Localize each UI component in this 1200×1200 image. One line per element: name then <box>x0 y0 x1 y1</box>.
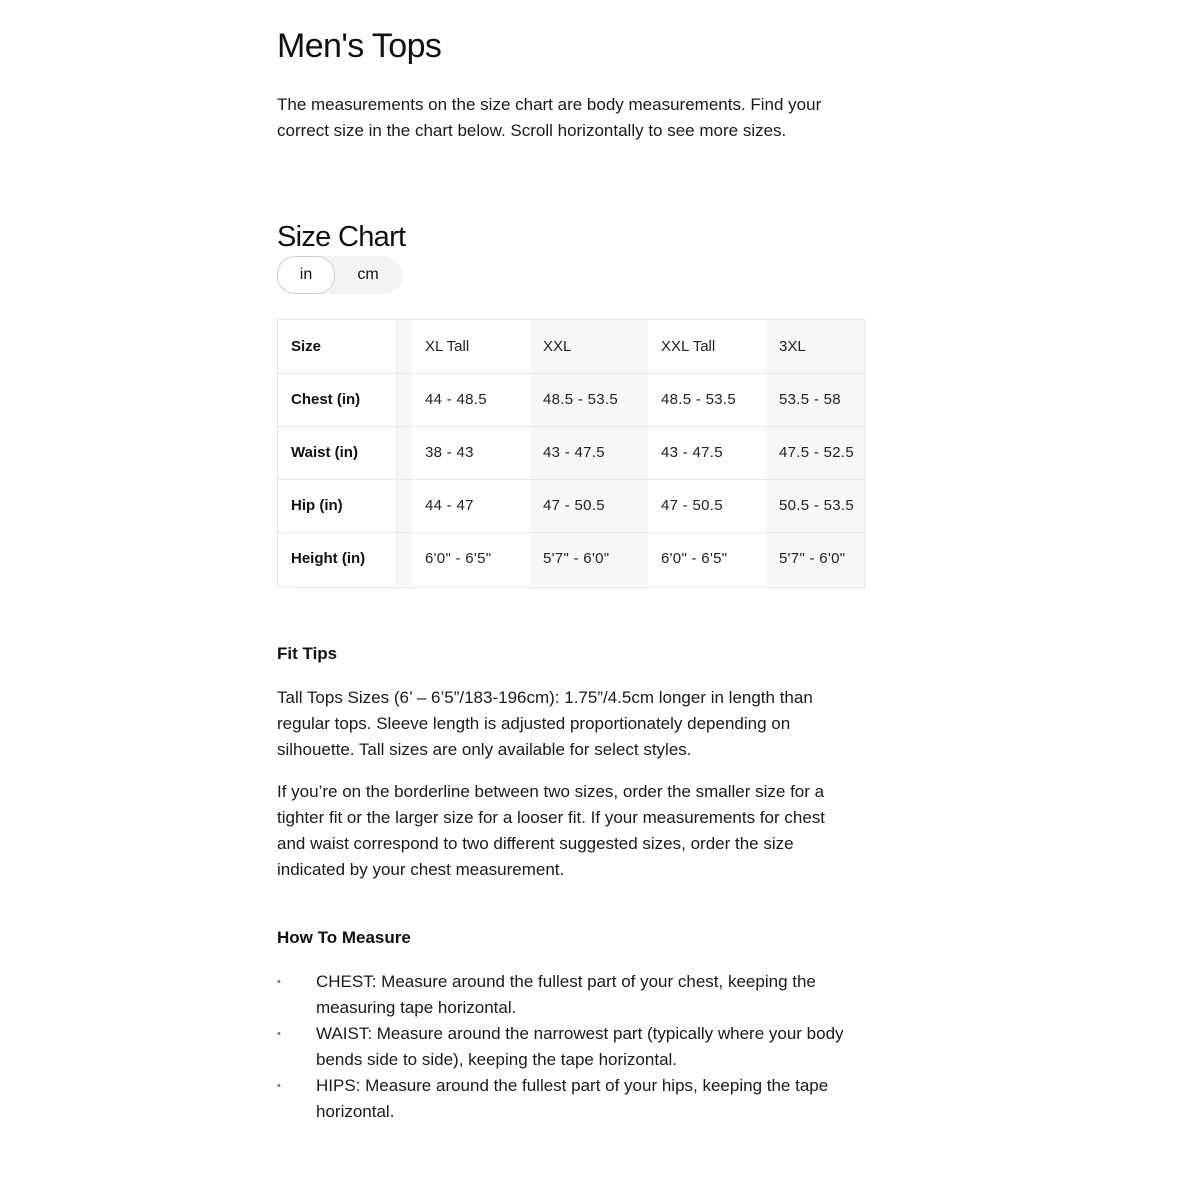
table-cell: 47.5 - 52.5 <box>766 426 865 479</box>
list-item-text: WAIST: Measure around the narrowest part (typically where your body bends side to side), keeping the tape horizontal. <box>316 1024 844 1069</box>
bullet-icon: • <box>277 1028 281 1040</box>
table-cell: 6'0" - 6'5" <box>648 532 766 585</box>
table-cell: 38 - 43 <box>412 426 530 479</box>
table-cell: 6'0" - 6'5" <box>412 532 530 585</box>
fit-tips-paragraph: Tall Tops Sizes (6’ – 6’5”/183-196cm): 1.75”/4.5cm longer in length than regular tops. Sleeve length is adjusted proportionately depending on silhouette. Tall sizes are only available for select styles. <box>277 688 813 759</box>
table-header-cell: 3XL <box>766 320 865 373</box>
list-item <box>277 1021 857 1073</box>
bullet-icon: • <box>277 976 281 988</box>
table-cell: 44 - 48.5 <box>412 373 530 426</box>
table-cell: 48.5 - 53.5 <box>648 373 766 426</box>
unit-option-in[interactable]: in <box>277 256 335 294</box>
fit-tips-title: Fit Tips <box>277 644 338 663</box>
table-cell: 43 - 47.5 <box>648 426 766 479</box>
size-table <box>278 320 865 585</box>
table-header-cell: XXL <box>530 320 648 373</box>
bullet-icon: • <box>277 1080 281 1092</box>
table-row <box>278 373 865 426</box>
table-row <box>278 426 865 479</box>
row-label-height: Height (in) <box>278 532 396 585</box>
table-row <box>278 479 865 532</box>
row-label-waist: Waist (in) <box>278 426 396 479</box>
table-row <box>278 532 865 585</box>
sticky-column-gap <box>396 532 412 585</box>
table-cell: 5'7" - 6'0" <box>766 532 865 585</box>
list-item-text: HIPS: Measure around the fullest part of your hips, keeping the tape horizontal. <box>316 1076 829 1121</box>
fit-tips-paragraph: If you’re on the borderline between two sizes, order the smaller size for a tighter fit or the larger size for a looser fit. If your measurements for chest and waist correspond to two different suggested sizes, order the size indicated by your chest measurement. <box>277 782 826 879</box>
unit-toggle <box>277 256 403 294</box>
page-title: Men's Tops <box>277 27 442 65</box>
table-cell: 48.5 - 53.5 <box>530 373 648 426</box>
list-item <box>277 1073 857 1125</box>
size-table-scroller[interactable] <box>277 319 865 588</box>
table-header-row <box>278 320 865 373</box>
sticky-column-gap <box>396 373 412 426</box>
list-item <box>277 969 857 1021</box>
row-label-hip: Hip (in) <box>278 479 396 532</box>
table-header-cell: XL Tall <box>412 320 530 373</box>
intro-text: The measurements on the size chart are body measurements. Find your correct size in the chart below. Scroll horizontally to see more sizes. <box>277 95 822 140</box>
table-cell: 43 - 47.5 <box>530 426 648 479</box>
unit-option-cm[interactable]: cm <box>357 266 379 283</box>
table-header-cell: XXL Tall <box>648 320 766 373</box>
sticky-column-gap <box>396 426 412 479</box>
table-cell: 5'7" - 6'0" <box>530 532 648 585</box>
table-cell: 50.5 - 53.5 <box>766 479 865 532</box>
row-label-chest: Chest (in) <box>278 373 396 426</box>
table-cell: 47 - 50.5 <box>530 479 648 532</box>
sticky-column-gap <box>396 479 412 532</box>
table-cell: 44 - 47 <box>412 479 530 532</box>
how-to-measure-list <box>277 969 857 1125</box>
sticky-column-gap <box>396 320 412 373</box>
list-item-text: CHEST: Measure around the fullest part of your chest, keeping the measuring tape horizontal. <box>316 972 816 1017</box>
table-header-size: Size <box>278 320 396 373</box>
table-cell: 53.5 - 58 <box>766 373 865 426</box>
table-cell: 47 - 50.5 <box>648 479 766 532</box>
size-chart-title: Size Chart <box>277 221 406 253</box>
how-to-measure-title: How To Measure <box>277 928 411 947</box>
